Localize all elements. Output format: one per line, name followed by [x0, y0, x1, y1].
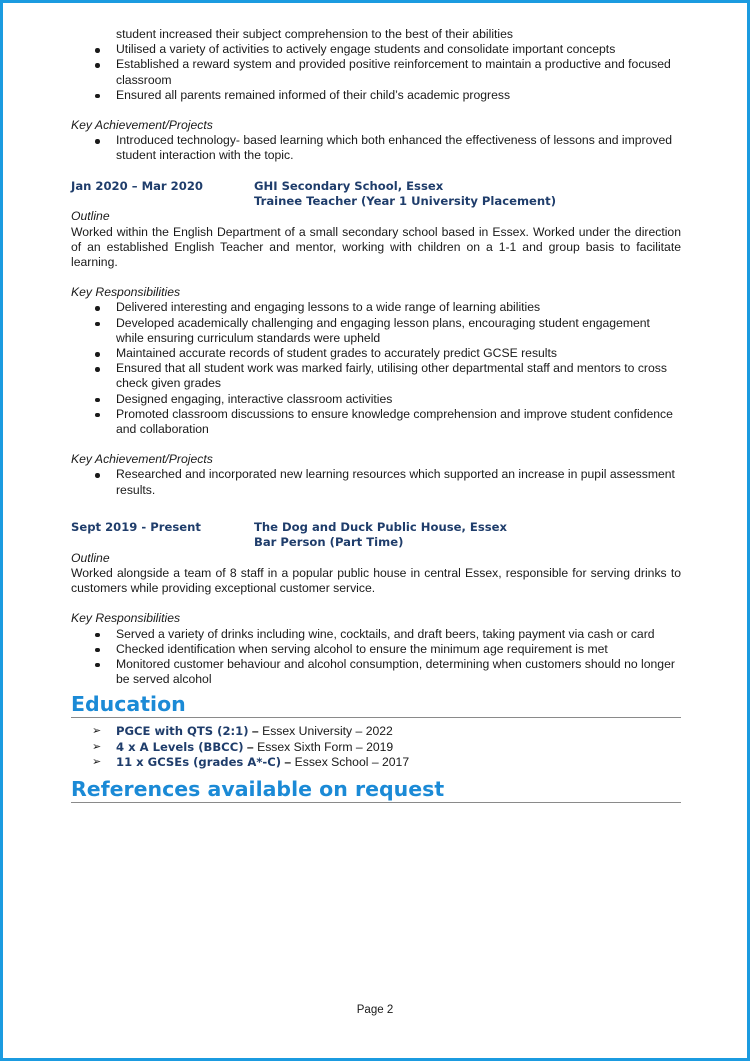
responsibilities-list: [71, 627, 681, 688]
education-list: [71, 724, 681, 770]
separator-dash: –: [281, 754, 295, 769]
separator-dash: –: [243, 739, 258, 754]
qualification: PGCE with QTS (2:1): [116, 724, 249, 739]
job-employer: GHI Secondary School, Essex: [254, 178, 444, 193]
job-date: Jan 2020 – Mar 2020: [71, 178, 203, 193]
education-item: [92, 739, 681, 755]
job-date: Sept 2019 - Present: [71, 519, 201, 534]
list-item: Designed engaging, interactive classroom activities: [116, 392, 681, 407]
achievements-label: Key Achievement/Projects: [71, 118, 213, 133]
list-item: Maintained accurate records of student grades to accurately predict GCSE results: [116, 346, 681, 361]
responsibilities-label: Key Responsibilities: [71, 285, 181, 300]
qualification: 11 x GCSEs (grades A*-C): [116, 754, 282, 769]
responsibilities-label: Key Responsibilities: [71, 611, 181, 626]
outline-text: Worked within the English Department of a small secondary school based in Essex. Worked under the direction of an established English Teacher and mentor, working with children on a 1-1 and group basis to facilitate learning.: [71, 224, 681, 270]
list-item: Established a reward system and provided positive reinforcement to maintain a productive and focused classroom: [116, 57, 681, 87]
job-header: [71, 179, 681, 210]
list-item: Ensured that all student work was marked fairly, utilising other departmental staff and mentors to cross check given grades: [116, 361, 681, 391]
arrowhead-bullet-icon: ➢: [92, 755, 102, 768]
previous-job-bullets: [71, 27, 681, 103]
institution: Essex School – 2017: [294, 754, 410, 769]
education-heading: Education: [71, 692, 681, 718]
cv-page-content: [71, 27, 681, 803]
education-item: [92, 724, 681, 739]
references-heading: References available on request: [71, 777, 681, 803]
list-item: Utilised a variety of activities to actively engage students and consolidate important concepts: [116, 42, 681, 57]
outline-label: Outline: [71, 550, 110, 565]
achievements-list: [71, 467, 681, 497]
education-item: [92, 754, 681, 770]
list-item: Developed academically challenging and engaging lesson plans, encouraging student engagement while ensuring curriculum standards were upheld: [116, 316, 681, 346]
institution: Essex Sixth Form – 2019: [257, 739, 394, 754]
list-item: Delivered interesting and engaging lessons to a wide range of learning abilities: [116, 300, 681, 315]
list-item: Introduced technology- based learning which both enhanced the effectiveness of lessons and improved student interaction with the topic.: [116, 133, 681, 163]
arrowhead-bullet-icon: ➢: [92, 725, 102, 738]
list-item: Promoted classroom discussions to ensure knowledge comprehension and improve student confidence and collaboration: [116, 407, 681, 437]
qualification: 4 x A Levels (BBCC): [116, 739, 244, 754]
list-item: Checked identification when serving alcohol to ensure the minimum age requirement is met: [116, 642, 681, 657]
job-employer: The Dog and Duck Public House, Essex: [254, 519, 507, 534]
institution: Essex University – 2022: [262, 724, 393, 739]
list-item: Researched and incorporated new learning resources which supported an increase in pupil assessment results.: [116, 467, 681, 497]
outline-text: Worked alongside a team of 8 staff in a popular public house in central Essex, responsible for serving drinks to customers while providing exceptional customer service.: [71, 565, 681, 596]
page-number: Page 2: [356, 1004, 394, 1016]
arrowhead-bullet-icon: ➢: [92, 740, 102, 753]
job-role: Bar Person (Part Time): [254, 535, 404, 550]
list-item: Served a variety of drinks including wine, cocktails, and draft beers, taking payment via cash or card: [116, 627, 681, 642]
previous-job-achievements: [71, 133, 681, 163]
outline-label: Outline: [71, 209, 110, 224]
job-role: Trainee Teacher (Year 1 University Placement): [254, 194, 556, 209]
responsibilities-list: [71, 300, 681, 437]
list-item: Ensured all parents remained informed of their child’s academic progress: [116, 88, 681, 103]
job-header: [71, 520, 681, 551]
achievements-label: Key Achievement/Projects: [71, 452, 213, 467]
list-item: student increased their subject comprehension to the best of their abilities: [116, 27, 513, 41]
list-item: Monitored customer behaviour and alcohol consumption, determining when customers should no longer be served alcohol: [116, 657, 681, 687]
separator-dash: –: [248, 724, 263, 739]
